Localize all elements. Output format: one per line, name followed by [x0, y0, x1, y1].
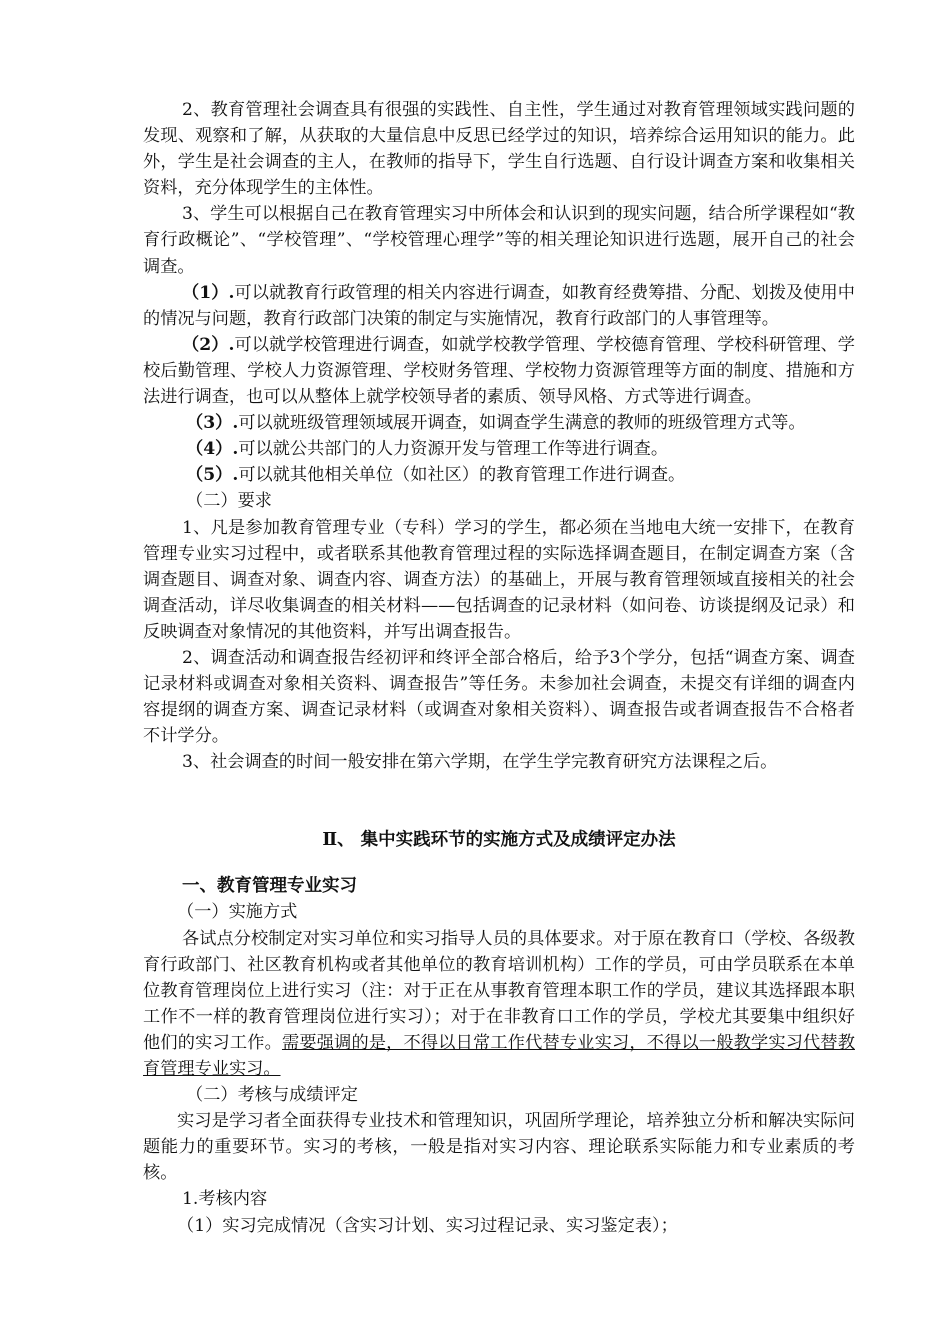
item-number: （3）. [186, 413, 239, 434]
emphasis-underlined-text: 需要强调的是，不得以日常工作代替专业实习，不得以一般教学实习代替教育管理专业实习。 [143, 1032, 855, 1079]
document-page [143, 97, 855, 1239]
item-number: （2）. [182, 334, 235, 355]
list-item [143, 436, 855, 462]
item-number: （1）. [182, 282, 235, 303]
list-item [143, 280, 855, 332]
list-item [143, 462, 855, 488]
item-text: 可以就公共部门的人力资源开发与管理工作等进行调查。 [238, 439, 669, 460]
section-title: Ⅱ、 集中实践环节的实施方式及成绩评定办法 [322, 830, 676, 851]
implementation-text: 各试点分校制定对实习单位和实习指导人员的具体要求。对于原在教育口（学校、各级教育行政部门、社区教育机构或者其他单位的教育培训机构）工作的学员，可由学员联系在本单位教育管理岗位上进行实习（注：对于正在从事教育管理本职工作的学员，建议其选择跟本职工作不一样的教育管理岗位进行实习）；对于在非教育口工作的学员，学校尤其要集中组织好他们的实习工作。 [143, 928, 855, 1053]
assessment-content-heading: 1.考核内容 [182, 1189, 268, 1210]
subsection-title: 一、教育管理专业实习 [182, 876, 357, 897]
list-item [143, 332, 855, 410]
paragraph-implementation [143, 926, 855, 1083]
item-text: 可以就其他相关单位（如社区）的教育管理工作进行调查。 [238, 465, 686, 486]
item-text: 可以就班级管理领域展开调查，如调查学生满意的教师的班级管理方式等。 [238, 413, 806, 434]
paragraph-practicality: 2、教育管理社会调查具有很强的实践性、自主性，学生通过对教育管理领域实践问题的发现、观察和了解，从获取的大量信息中反思已经学过的知识，培养综合运用知识的能力。此外，学生是社会调查的主人，在教师的指导下，学生自行选题、自行设计调查方案和收集相关资料，充分体现学生的主体性。 [143, 100, 855, 199]
item-text: 可以就学校管理进行调查，如就学校教学管理、学校德育管理、学校科研管理、学校后勤管理、学校人力资源管理、学校财务管理、学校物力资源管理等方面的制度、措施和方法进行调查，也可以从整体上就学校领导者的素质、领导风格、方式等进行调查。 [143, 334, 855, 408]
item-number: （5）. [186, 465, 239, 486]
assessment-item-1: （1）实习完成情况（含实习计划、实习过程记录、实习鉴定表）； [177, 1215, 678, 1236]
paragraph-evaluation: 实习是学习者全面获得专业技术和管理知识，巩固所学理论，培养独立分析和解决实际问题能力的重要环节。实习的考核，一般是指对实习内容、理论联系实际能力和专业素质的考核。 [143, 1111, 855, 1184]
paragraph-requirement-2: 2、调查活动和调查报告经初评和终评全部合格后，给予3个学分，包括“调查方案、调查记录材料或调查对象相关资料、调查报告”等任务。未参加社会调查，未提交有详细的调查内容提纲的调查方案、调查记录材料（或调查对象相关资料）、调查报告或者调查报告不合格者不计学分。 [143, 647, 855, 747]
requirements-heading: （二）要求 [186, 491, 272, 512]
paragraph-requirement-1: 1、凡是参加教育管理专业（专科）学习的学生，都必须在当地电大统一安排下，在教育管理专业实习过程中，或者联系其他教育管理过程的实际选择调查题目，在制定调查方案（含调查题目、调查对象、调查内容、调查方法）的基础上，开展与教育管理领域直接相关的社会调查活动，详尽收集调查的相关材料——包括调查的记录材料（如问卷、访谈提纲及记录）和反映调查对象情况的其他资料，并写出调查报告。 [143, 517, 855, 642]
evaluation-heading: （二）考核与成绩评定 [186, 1085, 358, 1106]
list-item [143, 410, 855, 436]
paragraph-topic-selection: 3、学生可以根据自己在教育管理实习中所体会和认识到的现实问题，结合所学课程如“教育行政概论”、“学校管理”、“学校管理心理学”等的相关理论知识进行选题，展开自己的社会调查。 [143, 204, 855, 277]
paragraph-requirement-3: 3、社会调查的时间一般安排在第六学期，在学生学完教育研究方法课程之后。 [182, 752, 778, 773]
implementation-heading: （一）实施方式 [177, 902, 298, 923]
item-number: （4）. [186, 439, 239, 460]
item-text: 可以就教育行政管理的相关内容进行调查，如教育经费筹措、分配、划拨及使用中的情况与问题，教育行政部门决策的制定与实施情况，教育行政部门的人事管理等。 [143, 282, 855, 329]
